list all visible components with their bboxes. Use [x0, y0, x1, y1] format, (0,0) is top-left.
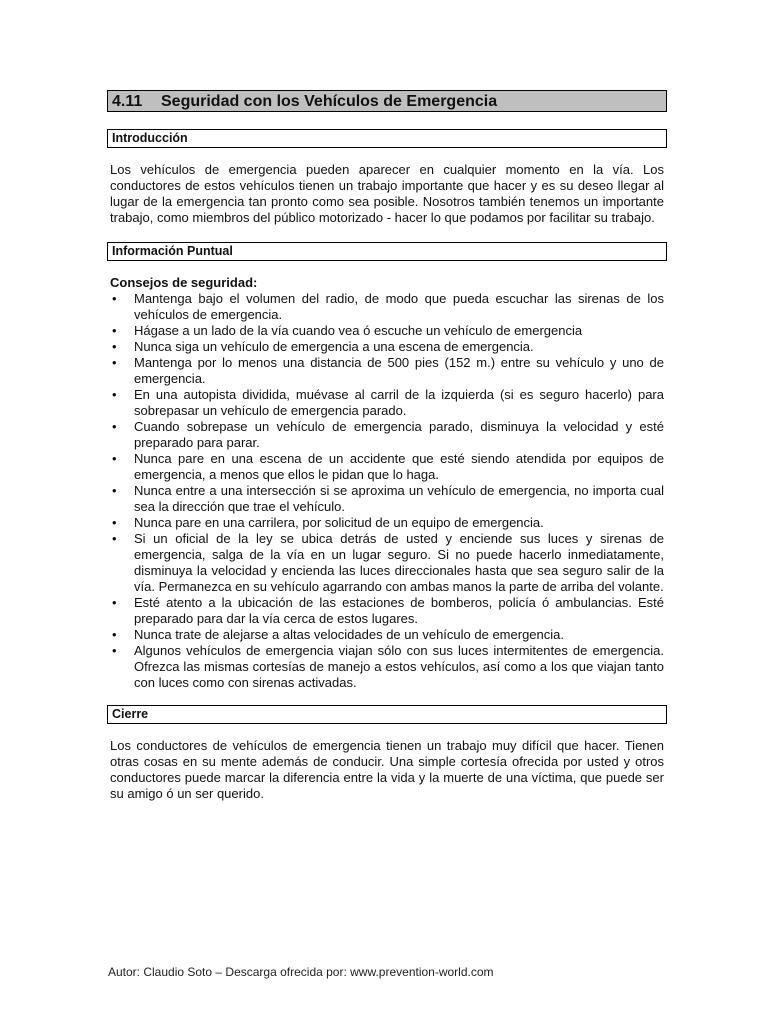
- info-heading: Información Puntual: [112, 244, 233, 258]
- tip-item: [110, 339, 664, 355]
- bullet-icon: •: [112, 387, 117, 402]
- bullet-icon: •: [112, 531, 117, 546]
- bullet-icon: •: [112, 643, 117, 658]
- tips-subheading: Consejos de seguridad:: [110, 275, 258, 290]
- document-page: [107, 90, 667, 802]
- bullet-icon: •: [112, 627, 117, 642]
- tip-text: Esté atento a la ubicación de las estaciones de bomberos, policía ó ambulancias. Esté preparado para dar la vía cerca de estos lugares.: [134, 595, 664, 626]
- bullet-icon: •: [112, 355, 117, 370]
- tip-text: En una autopista dividida, muévase al carril de la izquierda (si es seguro hacerlo) para sobrepasar un vehículo de emergencia parado.: [134, 387, 664, 418]
- bullet-icon: •: [112, 291, 117, 306]
- tip-item: [110, 323, 664, 339]
- tip-item: [110, 291, 664, 323]
- bullet-icon: •: [112, 339, 117, 354]
- section-number: 4.11: [112, 93, 143, 110]
- tip-text: Mantenga por lo menos una distancia de 500 pies (152 m.) entre su vehículo y uno de emergencia.: [134, 355, 664, 386]
- tip-text: Mantenga bajo el volumen del radio, de modo que pueda escuchar las sirenas de los vehículos de emergencia.: [134, 291, 664, 322]
- tip-text: Si un oficial de la ley se ubica detrás de usted y enciende sus luces y sirenas de emergencia, salga de la vía en un lugar seguro. Si no puede hacerlo inmediatamente, disminuya la velocidad y encienda las luces direccionales hasta que sea seguro salir de la vía. Permanezca en su vehículo agarrando con ambas manos la parte de arriba del volante.: [134, 531, 664, 594]
- bullet-icon: •: [112, 451, 117, 466]
- tip-text: Cuando sobrepase un vehículo de emergencia parado, disminuya la velocidad y esté preparado para parar.: [134, 419, 664, 450]
- tip-item: [110, 355, 664, 387]
- tip-item: [110, 451, 664, 483]
- closing-heading-box: [107, 705, 667, 724]
- section-title: Seguridad con los Vehículos de Emergencia: [161, 93, 498, 110]
- tip-item: [110, 419, 664, 451]
- tip-text: Nunca trate de alejarse a altas velocidades de un vehículo de emergencia.: [134, 627, 564, 642]
- tip-item: [110, 483, 664, 515]
- tip-text: Algunos vehículos de emergencia viajan sólo con sus luces intermitentes de emergencia. Ofrezca las mismas cortesías de manejo a estos vehículos, así como a los que viajan tanto con luces como con sirenas activadas.: [134, 643, 664, 690]
- tip-text: Nunca pare en una escena de un accidente que esté siendo atendida por equipos de emergencia, a menos que ellos le pidan que lo haga.: [134, 451, 664, 482]
- closing-heading: Cierre: [112, 707, 149, 721]
- bullet-icon: •: [112, 419, 117, 434]
- tip-item: [110, 387, 664, 419]
- bullet-icon: •: [112, 595, 117, 610]
- info-heading-box: [107, 242, 667, 261]
- tips-list: [110, 291, 664, 691]
- tip-text: Nunca entre a una intersección si se aproxima un vehículo de emergencia, no importa cual sea la dirección que trae el vehículo.: [134, 483, 664, 514]
- tip-text: Nunca pare en una carrilera, por solicitud de un equipo de emergencia.: [134, 515, 544, 530]
- intro-paragraph: Los vehículos de emergencia pueden aparecer en cualquier momento en la vía. Los conductores de estos vehículos tienen un trabajo importante que hacer y es su deseo llegar al lugar de la emergencia tan pronto como sea posible. Nosotros también tenemos un importante trabajo, como miembros del público motorizado - hacer lo que podamos por facilitar su trabajo.: [110, 162, 664, 225]
- tip-item: [110, 627, 664, 643]
- intro-heading-box: [107, 129, 667, 148]
- bullet-icon: •: [112, 323, 117, 338]
- tip-item: [110, 595, 664, 627]
- bullet-icon: •: [112, 483, 117, 498]
- tip-item: [110, 643, 664, 691]
- tip-text: Nunca siga un vehículo de emergencia a una escena de emergencia.: [134, 339, 534, 354]
- tip-item: [110, 531, 664, 595]
- tip-item: [110, 515, 664, 531]
- section-title-bar: [107, 90, 667, 112]
- bullet-icon: •: [112, 515, 117, 530]
- tip-text: Hágase a un lado de la vía cuando vea ó escuche un vehículo de emergencia: [134, 323, 583, 338]
- footer-credit: Autor: Claudio Soto – Descarga ofrecida por: www.prevention-world.com: [108, 965, 494, 979]
- intro-heading: Introducción: [112, 131, 188, 145]
- closing-paragraph: Los conductores de vehículos de emergencia tienen un trabajo muy difícil que hacer. Tienen otras cosas en su mente además de conducir. Una simple cortesía ofrecida por usted y otros conductores puede marcar la diferencia entre la vida y la muerte de una víctima, que puede ser su amigo ó un ser querido.: [110, 738, 664, 801]
